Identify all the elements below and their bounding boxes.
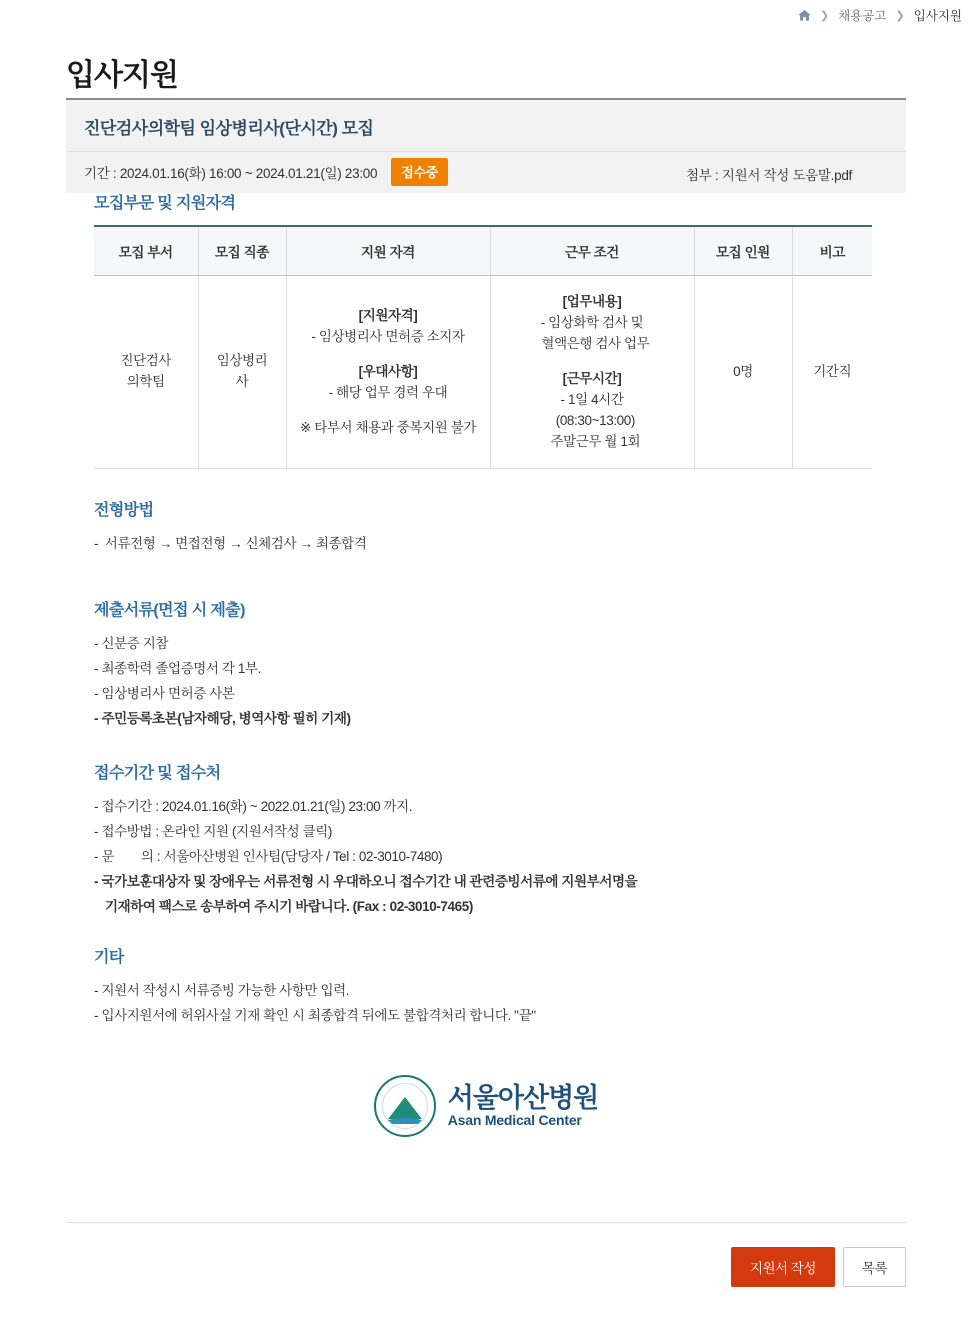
cell-block: [지원자격] - 임상병리사 면허증 소지자 [311, 307, 465, 344]
text-line: - 입사지원서에 허위사실 기재 확인 시 최종합격 뒤에도 불합격처리 합니다. "끝" [94, 1008, 536, 1024]
footer-buttons [731, 1247, 906, 1287]
cell-block: [근무시간] - 1일 4시간 (08:30~13:00) 주말근무 월 1회 [543, 370, 641, 449]
recruit-table [94, 225, 872, 469]
col-condition: 근무 조건 [490, 226, 694, 276]
attachment-link[interactable]: 첨부 : 지원서 작성 도움말.pdf [686, 168, 852, 183]
breadcrumb-separator: ❯ [895, 9, 905, 22]
cell-job: 임상병리사 [198, 276, 286, 469]
breadcrumb-separator: ❯ [819, 9, 830, 22]
text-line: - 신분증 지참 [94, 636, 169, 652]
documents-lines [94, 632, 906, 732]
col-note: 비고 [792, 226, 872, 276]
cell-block: ※ 타부서 채용과 중복지원 불가 [299, 419, 476, 435]
method-lines [94, 532, 906, 557]
text-line: - 임상병리사 면허증 사본 [94, 686, 235, 702]
hospital-logo [66, 1075, 906, 1137]
section-reception [66, 760, 906, 920]
col-qualification: 지원 자격 [286, 226, 490, 276]
text-line: - 최종학력 졸업증명서 각 1부. [94, 661, 262, 677]
asan-foundation-icon [374, 1075, 436, 1137]
text-line: - 서류전형 → 면접전형 → 신체검사 → 최종합격 [94, 536, 367, 552]
reception-lines [94, 795, 906, 920]
text-line: 기재하여 팩스로 송부하여 주시기 바랍니다. (Fax : 02-3010-7465) [105, 899, 473, 915]
notice-body [66, 190, 906, 1137]
status-badge: 접수중 [391, 158, 448, 186]
logo-name-en: Asan Medical Center [447, 1112, 582, 1129]
text-line: - 접수기간 : 2024.01.16(화) ~ 2022.01.21(일) 23:00 까지. [94, 799, 413, 815]
notice-header [66, 98, 906, 193]
cell-dept: 진단검사 의학팀 [94, 276, 198, 469]
text-line: - 접수방법 : 온라인 지원 (지원서작성 클릭) [94, 824, 332, 840]
col-dept: 모집 부서 [94, 226, 198, 276]
section-method [66, 497, 906, 557]
breadcrumb-item-recruit[interactable]: 채용공고 [838, 9, 887, 23]
section-title-recruit: 모집부문 및 지원자격 [94, 195, 236, 212]
list-button[interactable]: 목록 [843, 1247, 906, 1287]
text-line: - 주민등록초본(남자해당, 병역사항 필히 기재) [94, 711, 351, 727]
etc-lines [94, 979, 906, 1029]
cell-qualification [286, 276, 490, 469]
table-header-row [94, 226, 872, 276]
section-title-documents: 제출서류(면접 시 제출) [94, 602, 245, 620]
notice-title: 진단검사의학팀 임상병리사(단시간) 모집 [84, 119, 374, 138]
text-line: - 국가보훈대상자 및 장애우는 서류전형 시 우대하오니 접수기간 내 관련증빙서류에 지원부서명을 [94, 874, 638, 890]
cell-block: [우대사항] - 해당 업무 경력 우대 [328, 363, 448, 400]
notice-meta [66, 151, 906, 193]
breadcrumb [798, 6, 962, 24]
cell-headcount: 0명 [694, 276, 792, 469]
apply-button[interactable]: 지원서 작성 [731, 1247, 835, 1287]
cell-block: [업무내용] - 임상화학 검사 및 혈액은행 검사 업무 [534, 294, 650, 351]
text-line: - 문 의 : 서울아산병원 인사팀(담당자 / Tel : 02-3010-7480) [94, 849, 443, 865]
col-job: 모집 직종 [198, 226, 286, 276]
logo-text [448, 1084, 599, 1128]
section-title-etc: 기타 [94, 949, 124, 967]
col-headcount: 모집 인원 [694, 226, 792, 276]
section-documents [66, 597, 906, 732]
table-row [94, 276, 872, 469]
section-etc [66, 944, 906, 1029]
cell-condition [490, 276, 694, 469]
cell-note: 기간직 [792, 276, 872, 469]
page-title: 입사지원 [66, 59, 178, 93]
footer-divider [66, 1222, 906, 1223]
home-icon[interactable] [798, 10, 811, 21]
section-title-method: 전형방법 [94, 502, 154, 520]
text-line: - 지원서 작성시 서류증빙 가능한 사항만 입력. [94, 983, 350, 999]
logo-name-kr: 서울아산병원 [447, 1082, 599, 1113]
section-title-reception: 접수기간 및 접수처 [94, 765, 221, 783]
breadcrumb-item-apply: 입사지원 [913, 9, 962, 23]
notice-period: 기간 : 2024.01.16(화) 16:00 ~ 2024.01.21(일) 23:00 [84, 165, 378, 181]
